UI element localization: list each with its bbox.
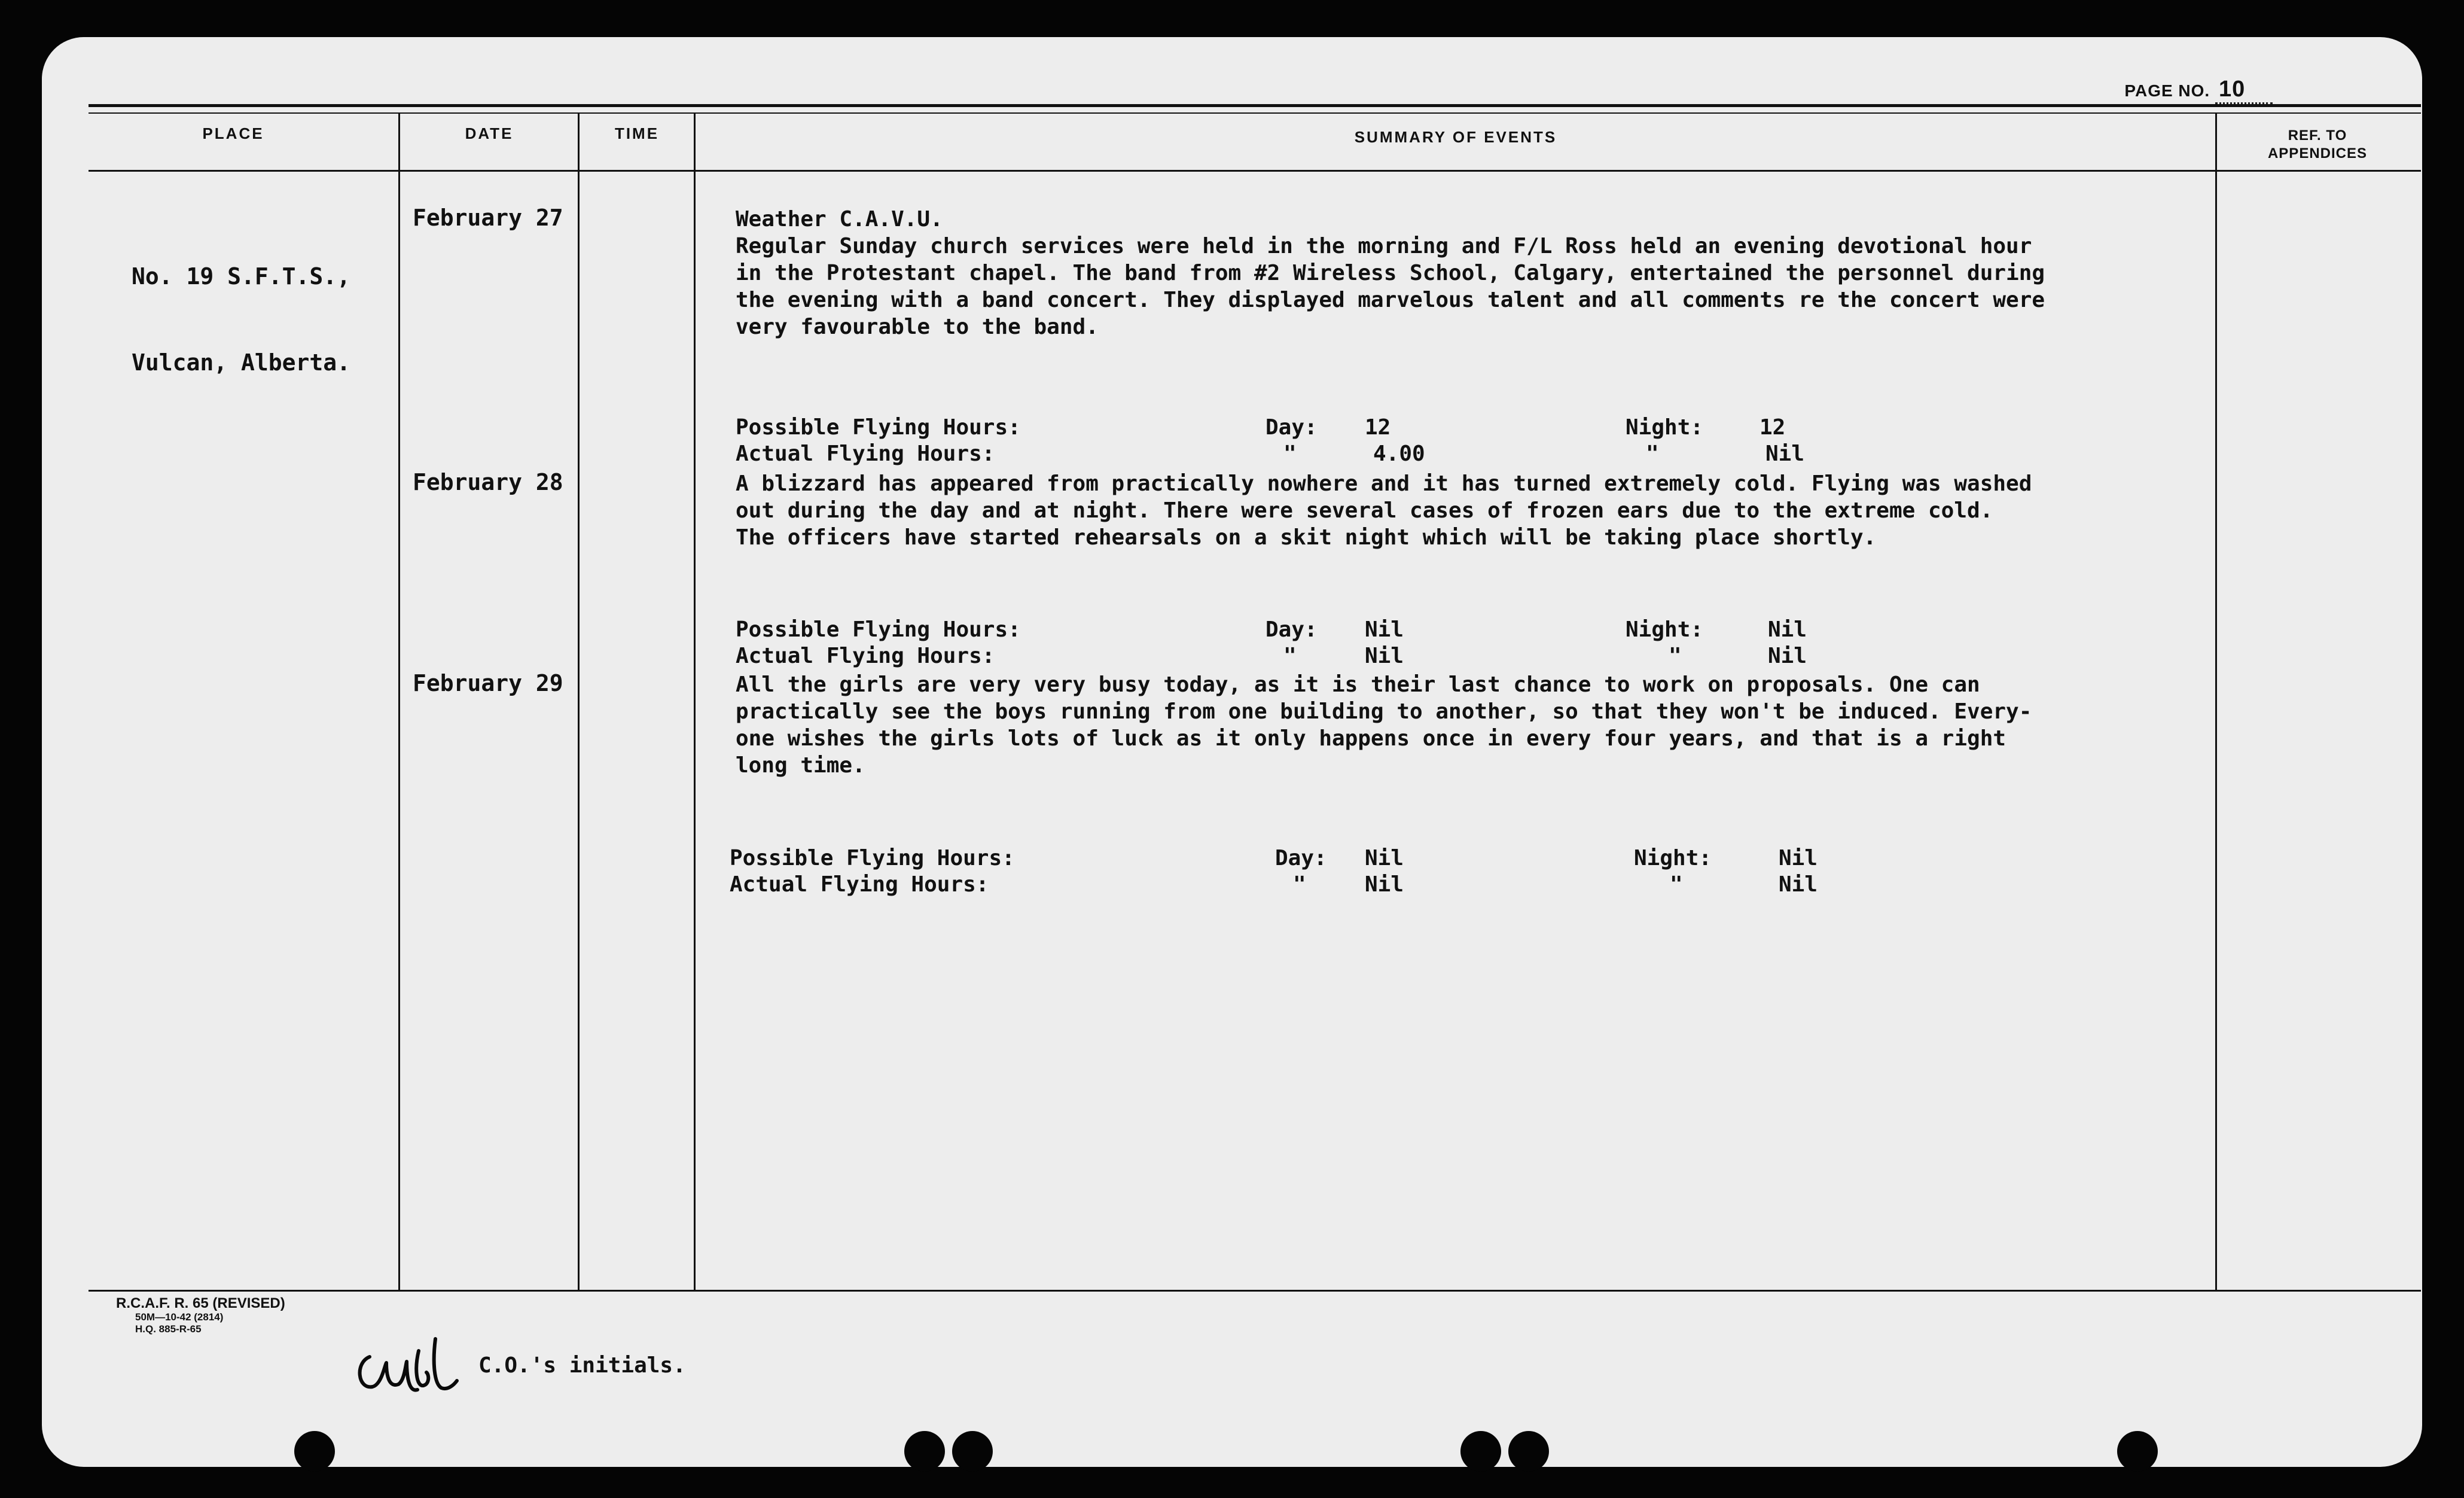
binder-hole <box>904 1431 945 1472</box>
form-number-line-1: R.C.A.F. R. 65 (REVISED) <box>116 1295 285 1311</box>
binder-hole <box>1460 1431 1501 1472</box>
page-number-field <box>2124 77 2273 104</box>
co-signature-initials <box>352 1333 459 1405</box>
night-label: Night: <box>1626 617 1704 642</box>
form-number-block <box>116 1296 285 1335</box>
entry-date: February 29 <box>413 670 563 696</box>
header-date: DATE <box>465 124 514 142</box>
possible-night-value: Nil <box>1768 617 1807 642</box>
ditto-mark: " <box>1669 644 1682 668</box>
actual-night-value: Nil <box>1765 442 1805 466</box>
col-rule-place-date <box>398 114 400 1290</box>
actual-day-value: 4.00 <box>1373 442 1425 466</box>
day-label: Day: <box>1265 415 1318 440</box>
place-cell <box>132 205 350 434</box>
possible-day-value: Nil <box>1365 617 1404 642</box>
actual-day-value: Nil <box>1365 644 1404 668</box>
day-label: Day: <box>1265 617 1318 642</box>
place-line-2: Vulcan, Alberta. <box>132 349 351 376</box>
top-rule-thin <box>89 112 2421 114</box>
ditto-mark: " <box>1283 442 1297 466</box>
ditto-mark: " <box>1283 644 1297 668</box>
summary-line: in the Protestant chapel. The band from #2 Wireless School, Calgary, entertained the personnel during <box>736 261 2045 285</box>
summary-line: The officers have started rehearsals on a skit night which will be taking place shortly. <box>736 525 1877 550</box>
night-label: Night: <box>1626 415 1704 440</box>
summary-line: the evening with a band concert. They displayed marvelous talent and all comments re the concert were <box>736 288 2045 312</box>
header-summary: SUMMARY OF EVENTS <box>1354 128 1557 146</box>
night-label: Night: <box>1634 846 1712 870</box>
summary-line: practically see the boys running from one building to another, so that they won't be induced. Every- <box>736 699 2032 724</box>
actual-night-value: Nil <box>1768 644 1807 668</box>
possible-night-value: Nil <box>1779 846 1818 870</box>
entry-date: February 28 <box>413 469 563 495</box>
possible-flying-hours-label: Possible Flying Hours: <box>730 846 1015 870</box>
header-underline <box>89 170 2421 172</box>
col-rule-time-summary <box>694 114 696 1290</box>
possible-day-value: 12 <box>1365 415 1391 440</box>
binder-hole <box>294 1431 335 1472</box>
bottom-rule <box>89 1290 2421 1292</box>
possible-flying-hours-label: Possible Flying Hours: <box>736 617 1021 642</box>
header-ref-line1: REF. TO <box>2288 127 2347 144</box>
actual-night-value: Nil <box>1779 872 1818 897</box>
summary-line: very favourable to the band. <box>736 315 1099 339</box>
summary-line: long time. <box>736 753 865 778</box>
diary-form-sheet <box>42 37 2422 1467</box>
page-number-value: 10 <box>2215 77 2273 104</box>
ditto-mark: " <box>1670 872 1683 897</box>
actual-flying-hours-label: Actual Flying Hours: <box>736 442 995 466</box>
summary-line: Regular Sunday church services were held in the morning and F/L Ross held an evening devotional hour <box>736 234 2032 258</box>
place-line-1: No. 19 S.F.T.S., <box>132 263 351 290</box>
entry-date: February 27 <box>413 205 563 231</box>
possible-flying-hours-label: Possible Flying Hours: <box>736 415 1021 440</box>
header-ref-appendices <box>2219 127 2416 163</box>
summary-line: All the girls are very very busy today, as it is their last chance to work on proposals. One can <box>736 672 1980 697</box>
possible-night-value: 12 <box>1759 415 1786 440</box>
day-label: Day: <box>1275 846 1327 870</box>
binder-hole <box>2117 1431 2158 1472</box>
actual-flying-hours-label: Actual Flying Hours: <box>730 872 989 897</box>
header-ref-line2: APPENDICES <box>2267 145 2368 162</box>
summary-line: A blizzard has appeared from practically nowhere and it has turned extremely cold. Flying was washed <box>736 471 2032 496</box>
top-rule-thick <box>89 104 2421 107</box>
co-initials-label: C.O.'s initials. <box>478 1353 686 1378</box>
form-number-line-2: 50M—10-42 (2814) <box>135 1311 224 1323</box>
page-number-label: PAGE NO. <box>2124 81 2210 100</box>
binder-hole <box>952 1431 993 1472</box>
actual-day-value: Nil <box>1365 872 1404 897</box>
summary-line: Weather C.A.V.U. <box>736 207 943 232</box>
form-number-line-3: H.Q. 885-R-65 <box>135 1323 202 1335</box>
binder-hole <box>1508 1431 1549 1472</box>
ditto-mark: " <box>1646 442 1659 466</box>
entry-summary <box>736 671 2255 779</box>
entry-summary <box>736 470 2255 551</box>
summary-line: one wishes the girls lots of luck as it only happens once in every four years, and that is a right <box>736 726 2006 751</box>
ditto-mark: " <box>1293 872 1306 897</box>
actual-flying-hours-label: Actual Flying Hours: <box>736 644 995 668</box>
entry-summary <box>736 206 2255 340</box>
header-time: TIME <box>614 124 660 142</box>
possible-day-value: Nil <box>1365 846 1404 870</box>
col-rule-date-time <box>578 114 580 1290</box>
header-place: PLACE <box>202 124 264 142</box>
summary-line: out during the day and at night. There were several cases of frozen ears due to the extreme cold. <box>736 498 1993 523</box>
